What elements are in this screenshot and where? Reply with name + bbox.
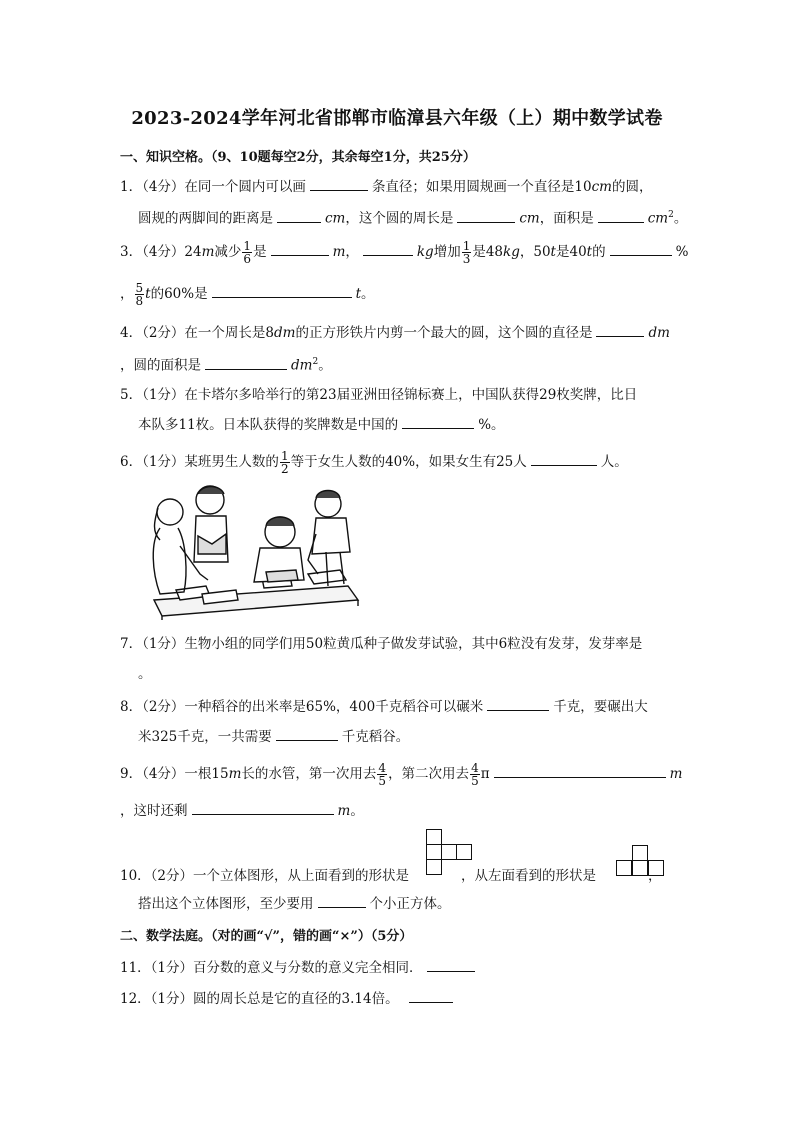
question-4-line-1: 4．（2分）在一个周长是8dm的正方形铁片内剪一个最大的圆，这个圆的直径是 dm bbox=[120, 322, 670, 343]
question-8-line-2: 米325千克，一共需要 千克稻谷。 bbox=[138, 726, 409, 747]
question-10-line-1: 10．（2分）一个立体图形，从上面看到的形状是 ，从左面看到的形状是 ， bbox=[120, 868, 662, 884]
question-5-line-2: 本队多11枚。日本队获得的奖牌数是中国的 %。 bbox=[138, 414, 505, 435]
question-7-line-2: 。 bbox=[138, 666, 152, 682]
section-2-heading: 二、数学法庭。（对的画“√”，错的画“×”）（5分） bbox=[120, 929, 413, 944]
fraction: $\frac{4}{5}$ bbox=[471, 761, 479, 788]
question-8-line-1: 8．（2分）一种稻谷的出米率是65%，400千克稻谷可以碾米 千克，要碾出大 bbox=[120, 696, 648, 717]
question-1-line-1: 1．（4分）在同一个圆内可以画 条直径；如果用圆规画一个直径是10cm的圆， bbox=[120, 176, 653, 197]
question-3-line-2: ， $\frac{5}{8}$ t的60%是 t。 bbox=[120, 281, 375, 308]
section-1-heading: 一、知识空格。（9、10题每空2分，其余每空1分，共25分） bbox=[120, 150, 476, 165]
answer-blank[interactable] bbox=[205, 355, 287, 370]
page-title: 2023-2024学年河北省邯郸市临漳县六年级（上）期中数学试卷 bbox=[131, 108, 663, 129]
question-6-line: 6．（1分）某班男生人数的 $\frac{1}{2}$ 等于女生人数的40%，如果女生有25人 人。 bbox=[120, 449, 628, 476]
answer-blank[interactable] bbox=[494, 763, 666, 778]
answer-blank[interactable] bbox=[427, 957, 475, 972]
answer-blank[interactable] bbox=[610, 241, 672, 256]
answer-blank[interactable] bbox=[409, 988, 453, 1003]
answer-blank[interactable] bbox=[310, 176, 368, 191]
fraction: $\frac{1}{3}$ bbox=[462, 239, 471, 266]
answer-blank[interactable] bbox=[212, 283, 352, 298]
answer-blank[interactable] bbox=[487, 696, 549, 711]
answer-blank[interactable] bbox=[596, 322, 644, 337]
question-11-line: 11．（1分）百分数的意义与分数的意义完全相同． bbox=[120, 957, 479, 978]
answer-blank[interactable] bbox=[276, 726, 338, 741]
question-1-line-2: 圆规的两脚间的距离是 cm，这个圆的周长是 cm，面积是 $cm^2$。 bbox=[138, 205, 687, 229]
fraction: $\frac{4}{5}$ bbox=[378, 761, 387, 788]
fraction: $\frac{1}{2}$ bbox=[280, 449, 289, 476]
answer-blank[interactable] bbox=[598, 208, 644, 223]
answer-blank[interactable] bbox=[271, 241, 329, 256]
question-4-line-2: ，圆的面积是 $dm^2$。 bbox=[120, 352, 332, 376]
question-7-line-1: 7．（1分）生物小组的同学们用50粒黄瓜种子做发芽试验，其中6粒没有发芽，发芽率是 bbox=[120, 636, 643, 652]
question-5-line-1: 5．（1分）在卡塔尔多哈举行的第23届亚洲田径锦标赛上，中国队获得29枚奖牌，比日 bbox=[120, 387, 638, 403]
fraction: $\frac{5}{8}$ bbox=[135, 281, 144, 308]
answer-blank[interactable] bbox=[402, 414, 474, 429]
answer-blank[interactable] bbox=[277, 208, 321, 223]
fraction: $\frac{1}{6}$ bbox=[243, 239, 252, 266]
answer-blank[interactable] bbox=[363, 241, 413, 256]
students-illustration bbox=[140, 482, 362, 620]
question-10-line-2: 搭出这个立体图形，至少要用 个小正方体。 bbox=[138, 893, 451, 914]
answer-blank[interactable] bbox=[192, 800, 334, 815]
question-12-line: 12．（1分）圆的周长总是它的直径的3.14倍。 bbox=[120, 988, 457, 1009]
answer-blank[interactable] bbox=[531, 451, 597, 466]
question-9-line-1: 9．（4分）一根15m长的水管，第一次用去 $\frac{4}{5}$ ，第二次用去 $\frac{4}{5}$ π m bbox=[120, 761, 683, 788]
answer-blank[interactable] bbox=[457, 208, 515, 223]
question-9-line-2: ，这时还剩 m。 bbox=[120, 800, 364, 821]
question-3-line-1: 3．（4分）24m减少 $\frac{1}{6}$ 是 m， kg增加 $\frac{1}{3}$ 是48kg，50t是40t的 % bbox=[120, 239, 689, 266]
answer-blank[interactable] bbox=[318, 893, 366, 908]
